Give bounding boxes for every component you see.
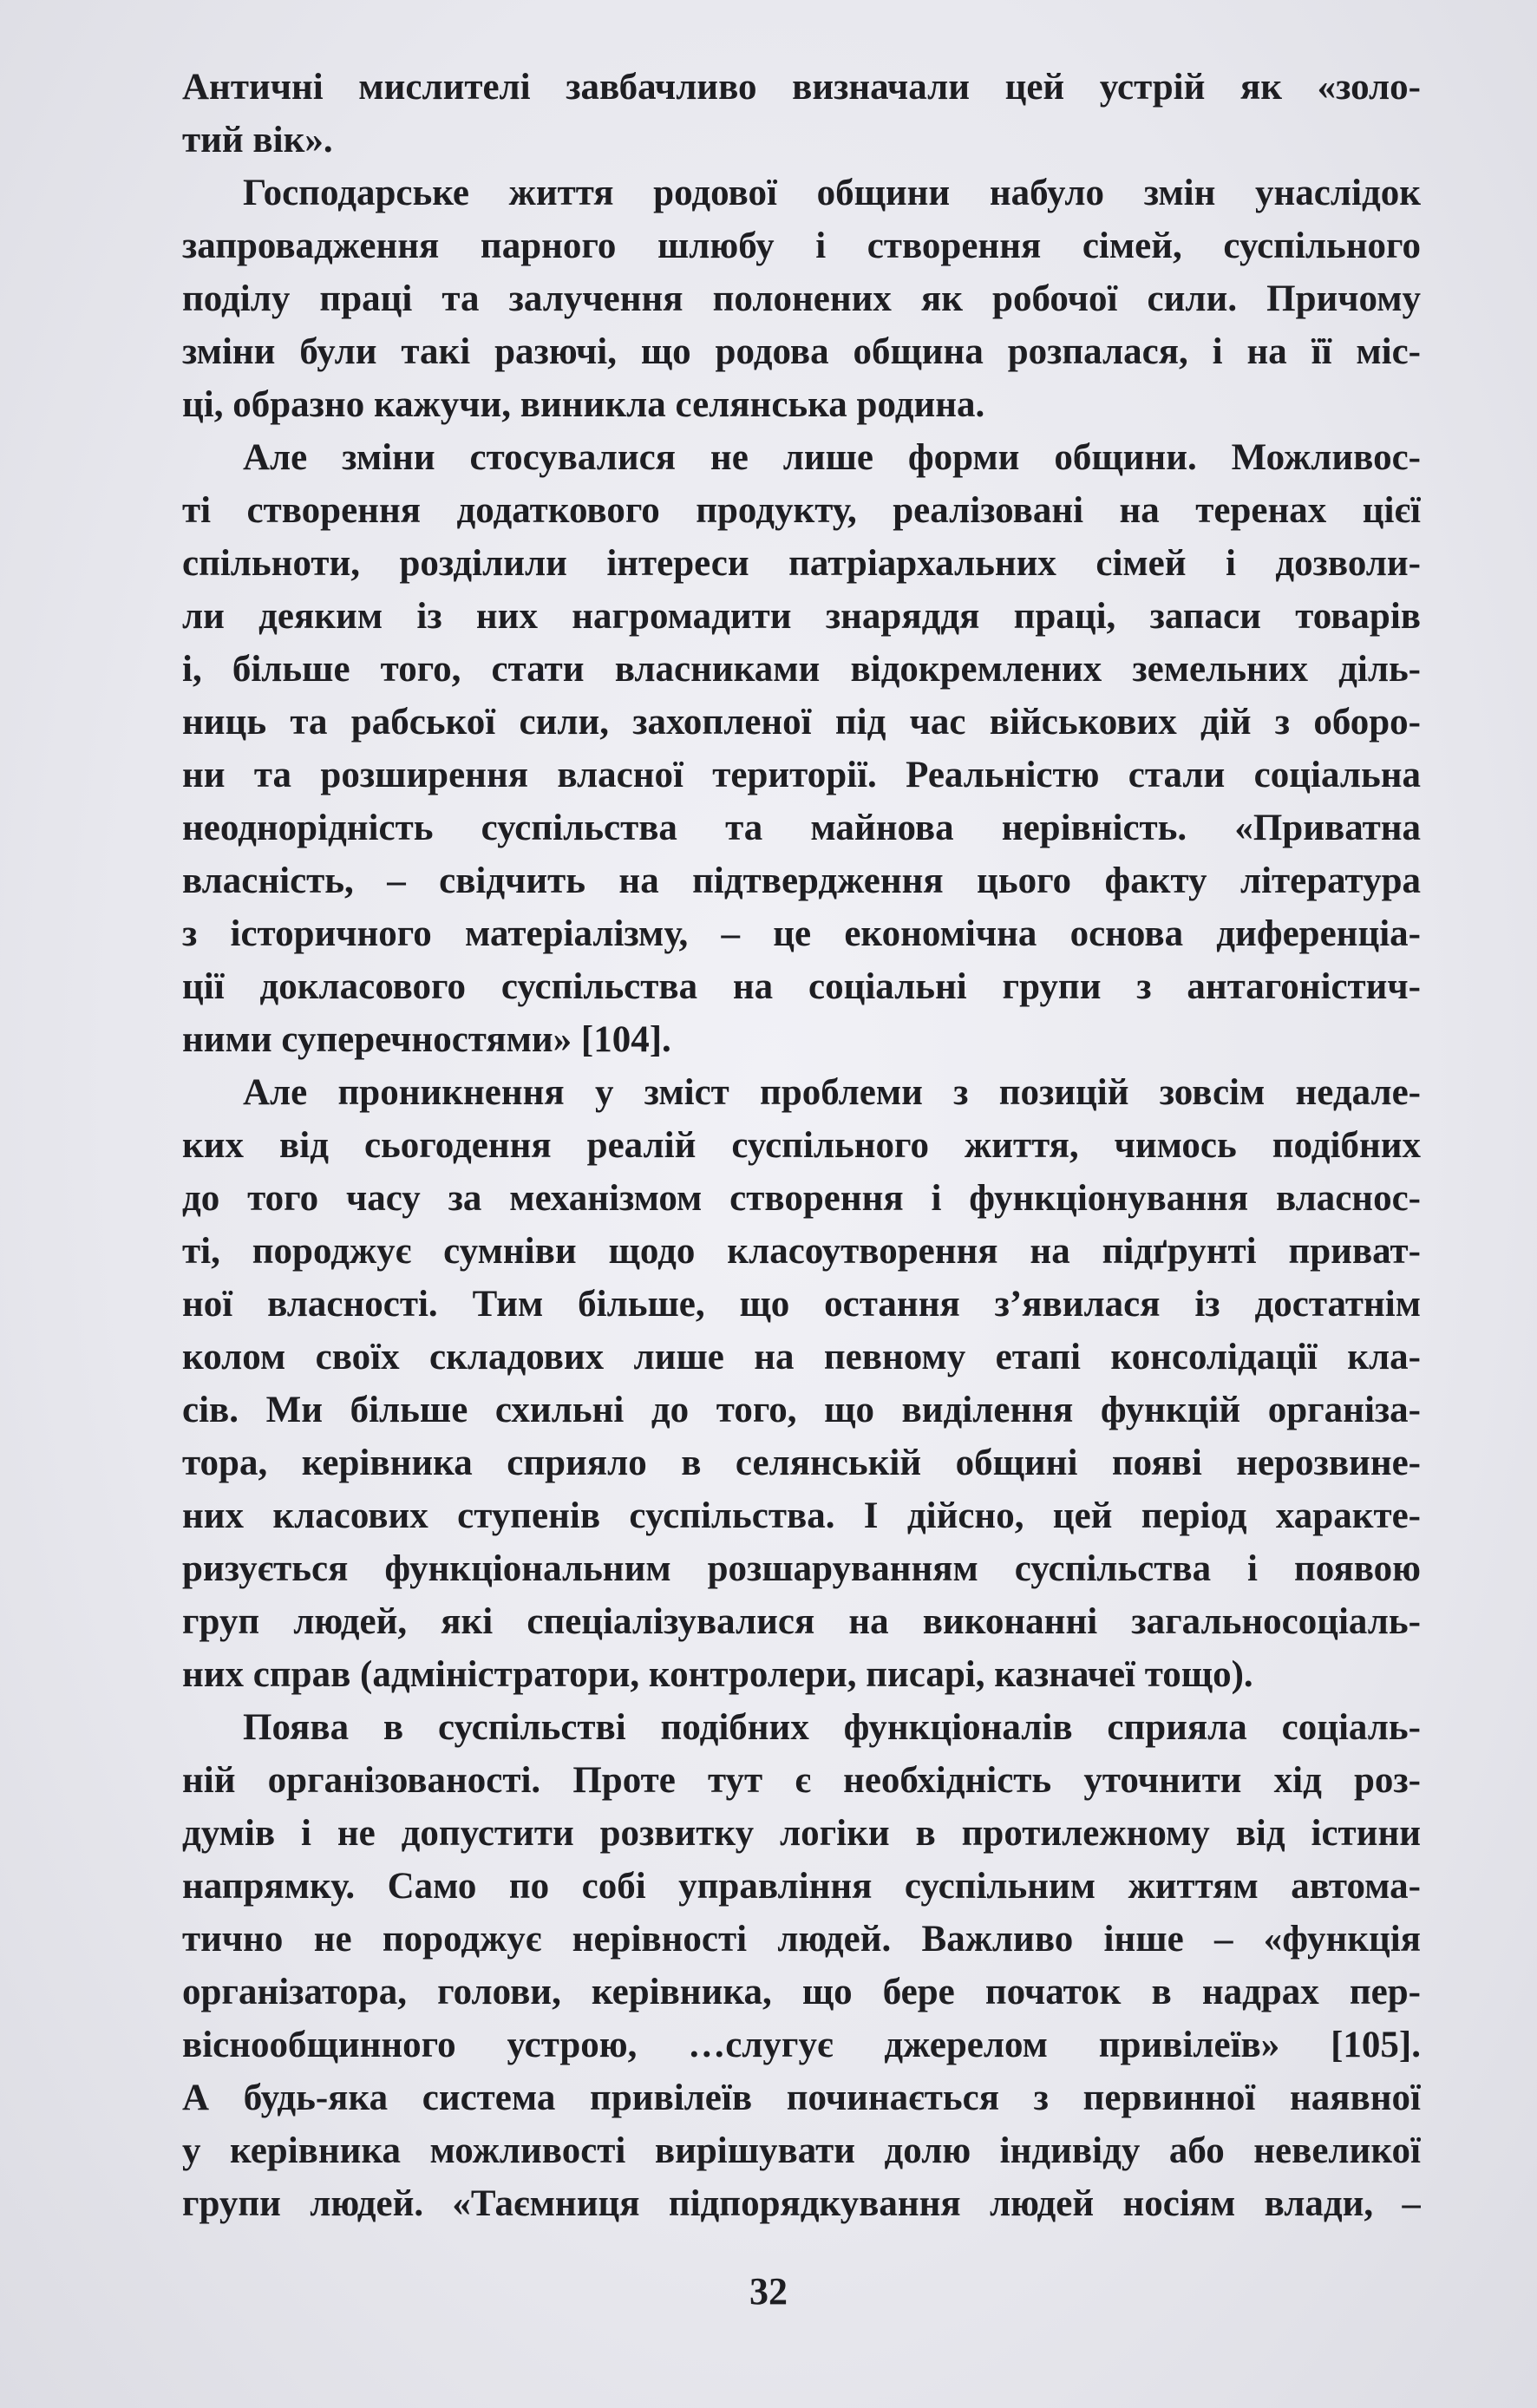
text-line: власність, – свідчить на підтвердження цього факту література <box>182 860 1421 901</box>
text-line: ції докласового суспільства на соціальні групи з антагоністич- <box>182 966 1421 1007</box>
text-line: запровадження парного шлюбу і створення сімей, суспільного <box>182 226 1421 266</box>
text-line: Поява в суспільстві подібних функціоналів сприяла соціаль- <box>243 1707 1421 1748</box>
text-line: з історичного матеріалізму, – це економічна основа диференціа- <box>182 913 1421 954</box>
text-line: до того часу за механізмом створення і функціонування власнос- <box>182 1178 1421 1219</box>
text-line: напрямку. Само по собі управління суспільним життям автома- <box>182 1866 1421 1907</box>
text-line: неоднорідність суспільства та майнова нерівність. «Приватна <box>182 808 1421 848</box>
text-line: ризується функціональним розшаруванням суспільства і появою <box>182 1548 1421 1589</box>
body-text <box>182 61 1421 2230</box>
text-line: ті, породжує сумніви щодо класоутворення на підґрунті приват- <box>182 1231 1421 1272</box>
text-line: ни та розширення власної території. Реальністю стали соціальна <box>182 755 1421 795</box>
text-line: колом своїх складових лише на певному етапі консолідації кла- <box>182 1337 1421 1377</box>
page-number: 32 <box>749 2270 788 2313</box>
text-line: ної власності. Тим більше, що остання з’явилася із достатнім <box>182 1284 1421 1325</box>
text-line: тично не породжує нерівності людей. Важливо інше – «функція <box>182 1919 1421 1960</box>
text-line: віснообщинного устрою, …слугує джерелом привілеїв» [105]. <box>182 2025 1421 2065</box>
text-line: поділу праці та залучення полонених як робочої сили. Причому <box>182 278 1421 319</box>
text-line: них справ (адміністратори, контролери, писарі, казначеї тощо). <box>182 1654 1253 1695</box>
text-line: ли деяким із них нагромадити знаряддя праці, запаси товарів <box>182 596 1421 637</box>
text-line: зміни були такі разючі, що родова община розпалася, і на її міс- <box>182 331 1421 372</box>
text-line: груп людей, які спеціалізувалися на виконанні загальносоціаль- <box>182 1601 1421 1642</box>
text-line: них класових ступенів суспільства. І дійсно, цей період характе- <box>182 1495 1421 1536</box>
text-line: ті створення додаткового продукту, реалізовані на теренах цієї <box>182 490 1421 531</box>
text-line: тора, керівника сприяло в селянській общині появі нерозвине- <box>182 1443 1421 1483</box>
text-line: організатора, голови, керівника, що бере початок в надрах пер- <box>182 1972 1421 2012</box>
text-line: Але зміни стосувалися не лише форми общини. Можливос- <box>243 437 1421 478</box>
text-line: у керівника можливості вирішувати долю індивіду або невеликої <box>182 2130 1421 2171</box>
text-line: тий вік». <box>182 120 333 160</box>
text-line: Але проникнення у зміст проблеми з позицій зовсім недале- <box>243 1072 1421 1113</box>
text-line: групи людей. «Таємниця підпорядкування людей носіям влади, – <box>182 2183 1421 2224</box>
text-line: ці, образно кажучи, виникла селянська родина. <box>182 384 985 425</box>
text-line: А будь-яка система привілеїв починається з первинної наявної <box>182 2078 1421 2118</box>
text-line: Античні мислителі завбачливо визначали цей устрій як «золо- <box>182 67 1421 108</box>
text-line: ких від сьогодення реалій суспільного життя, чимось подібних <box>182 1125 1421 1166</box>
text-line: Господарське життя родової общини набуло змін унаслідок <box>243 173 1421 213</box>
text-line: ниць та рабської сили, захопленої під час військових дій з оборо- <box>182 702 1421 743</box>
text-line: ними суперечностями» [104]. <box>182 1019 671 1060</box>
text-line: спільноти, розділили інтереси патріархальних сімей і дозволи- <box>182 543 1421 584</box>
text-line: ній організованості. Проте тут є необхідність уточнити хід роз- <box>182 1760 1421 1801</box>
text-line: і, більше того, стати власниками відокремлених земельних діль- <box>182 649 1421 690</box>
text-line: думів і не допустити розвитку логіки в протилежному від істини <box>182 1813 1421 1854</box>
text-line: сів. Ми більше схильні до того, що виділення функцій організа- <box>182 1390 1421 1430</box>
